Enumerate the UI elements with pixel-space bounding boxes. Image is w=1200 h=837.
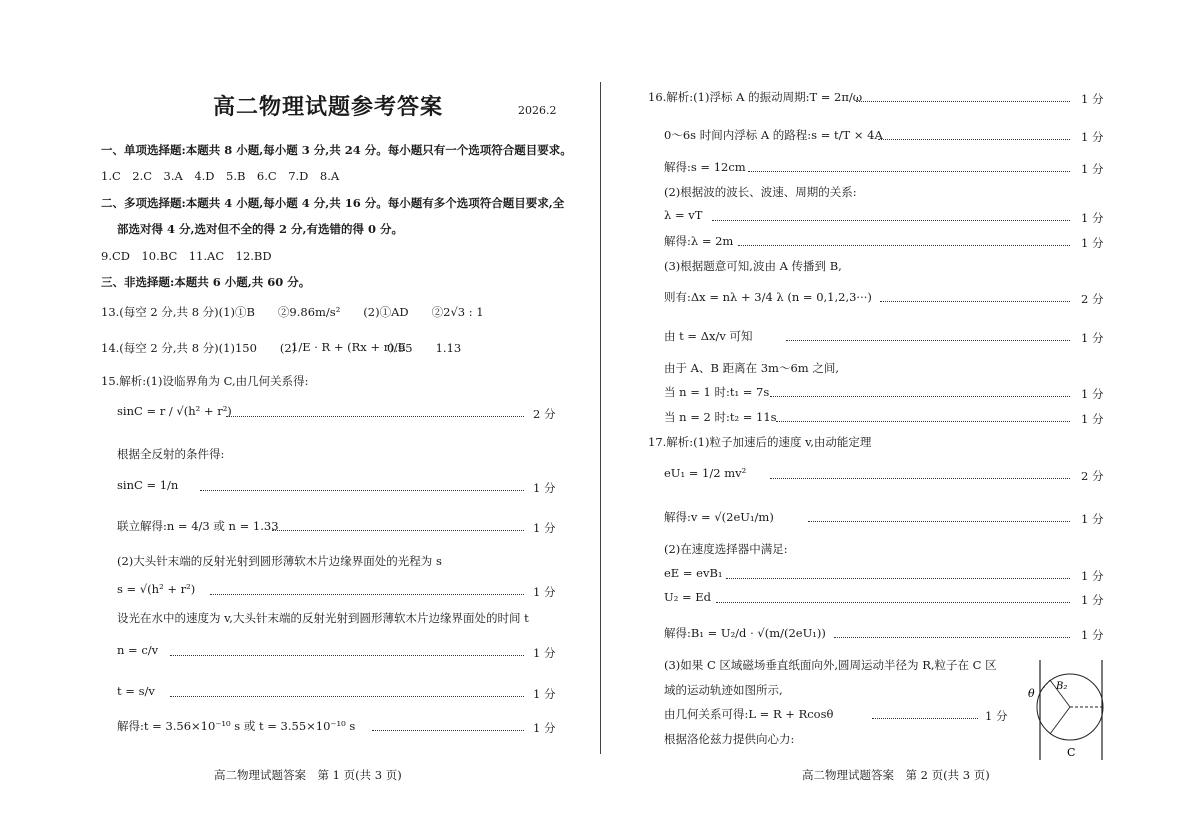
leader-dots: [170, 696, 524, 697]
leader-dots: [834, 637, 1070, 638]
q16-line4: (2)根据波的波长、波速、周期的关系:: [664, 185, 857, 199]
q17-line7-score: 1 分: [1081, 628, 1104, 642]
leader-dots: [272, 530, 524, 531]
q14-formula: 1/E · R + (Rx + r)/E: [291, 340, 406, 354]
leader-dots: [226, 416, 524, 417]
section1-header: 一、单项选择题:本题共 8 小题,每小题 3 分,共 24 分。每小题只有一个选项符合题目要求。: [101, 143, 572, 157]
section2-header-line1: 二、多项选择题:本题共 4 小题,每小题 4 分,共 16 分。每小题有多个选项符合题目要求,全: [101, 196, 565, 210]
q16-line12: 当 n = 2 时:t₂ = 11s: [664, 410, 777, 424]
q16-line2: 0～6s 时间内浮标 A 的路程:s = t/T × 4A: [664, 128, 883, 142]
leader-dots: [210, 594, 524, 595]
leader-dots: [372, 730, 524, 731]
q16-line3-score: 1 分: [1081, 162, 1104, 176]
q16-line2-score: 1 分: [1081, 130, 1104, 144]
q16-line9-score: 1 分: [1081, 331, 1104, 345]
radius-line: [1050, 707, 1070, 734]
q15-eq5: n = c/v: [117, 643, 159, 657]
q16-line12-score: 1 分: [1081, 412, 1104, 426]
theta-label: θ: [1028, 687, 1035, 700]
q16-line6: 解得:λ = 2m: [664, 234, 734, 248]
q17-line5: eE = evB₁: [664, 566, 723, 580]
q16-line11-score: 1 分: [1081, 387, 1104, 401]
leader-dots: [716, 602, 1070, 603]
leader-dots: [770, 478, 1070, 479]
q14-values: 0.95 1.13: [387, 341, 462, 355]
q15-eq5-score: 1 分: [533, 646, 556, 660]
leader-dots: [878, 139, 1070, 140]
q17-line10: 由几何关系可得:L = R + Rcosθ: [664, 707, 834, 721]
section2-answers: 9.CD 10.BC 11.AC 12.BD: [101, 249, 272, 263]
q15-eq3: 联立解得:n = 4/3 或 n = 1.33: [117, 519, 279, 533]
q15-eq1: sinC = r / √(h² + r²): [117, 404, 232, 418]
q15-eq4-score: 1 分: [533, 585, 556, 599]
q16-line1: 16.解析:(1)浮标 A 的振动周期:T = 2π/ω: [648, 90, 863, 104]
exam-date: 2026.2: [518, 104, 557, 117]
q15-eq2-score: 1 分: [533, 481, 556, 495]
q15-text2: 根据全反射的条件得:: [117, 447, 225, 461]
leader-dots: [880, 301, 1070, 302]
leader-dots: [808, 521, 1070, 522]
q15-eq6-score: 1 分: [533, 687, 556, 701]
q16-line8-score: 2 分: [1081, 292, 1104, 306]
q16-line6-score: 1 分: [1081, 236, 1104, 250]
q16-line9: 由 t = Δx/v 可知: [664, 329, 753, 343]
leader-dots: [786, 340, 1070, 341]
leader-dots: [726, 578, 1070, 579]
page-title: 高二物理试题参考答案: [213, 94, 444, 120]
q15-eq3-score: 1 分: [533, 521, 556, 535]
page-divider: [600, 82, 601, 754]
q15-eq1-score: 2 分: [533, 407, 556, 421]
leader-dots: [770, 396, 1070, 397]
page2-footer: 高二物理试题答案 第 2 页(共 3 页): [802, 768, 990, 782]
leader-dots: [170, 655, 524, 656]
section1-answers: 1.C 2.C 3.A 4.D 5.B 6.C 7.D 8.A: [101, 169, 340, 183]
region-c-label: C: [1067, 746, 1076, 759]
q17-line3-score: 1 分: [1081, 512, 1104, 526]
q17-line8: (3)如果 C 区域磁场垂直纸面向外,圆周运动半径为 R,粒子在 C 区: [664, 658, 997, 672]
q16-line11: 当 n = 1 时:t₁ = 7s: [664, 385, 770, 399]
leader-dots: [200, 490, 524, 491]
q14-prefix: 14.(每空 2 分,共 8 分)(1)150 (2): [101, 341, 297, 355]
leader-dots: [856, 101, 1070, 102]
q17-line3: 解得:v = √(2eU₁/m): [664, 510, 774, 524]
leader-dots: [738, 245, 1070, 246]
q15-text4: (2)大头针末端的反射光射到圆形薄软木片边缘界面处的光程为 s: [117, 554, 442, 568]
leader-dots: [712, 220, 1070, 221]
q16-line3: 解得:s = 12cm: [664, 160, 746, 174]
q17-line10-score: 1 分: [985, 709, 1008, 723]
trajectory-figure: [1010, 660, 1130, 762]
q15-eq7-score: 1 分: [533, 721, 556, 735]
section3-header: 三、非选择题:本题共 6 小题,共 60 分。: [101, 275, 311, 289]
q16-line5-score: 1 分: [1081, 211, 1104, 225]
q17-line6: U₂ = Ed: [664, 590, 712, 604]
q16-line10: 由于 A、B 距离在 3m～6m 之间,: [664, 361, 839, 375]
q15-text5: 设光在水中的速度为 v,大头针末端的反射光射到圆形薄软木片边缘界面处的时间 t: [117, 611, 529, 625]
q17-line11: 根据洛伦兹力提供向心力:: [664, 732, 795, 746]
q15-eq2: sinC = 1/n: [117, 478, 179, 492]
q17-line2: eU₁ = 1/2 mv²: [664, 466, 747, 480]
q15-eq6: t = s/v: [117, 684, 155, 698]
section2-header-line2: 部选对得 4 分,选对但不全的得 2 分,有选错的得 0 分。: [117, 222, 404, 236]
q15-eq7: 解得:t = 3.56×10⁻¹⁰ s 或 t = 3.55×10⁻¹⁰ s: [117, 719, 356, 733]
q17-line5-score: 1 分: [1081, 569, 1104, 583]
q16-line7: (3)根据题意可知,波由 A 传播到 B,: [664, 259, 842, 273]
q13-answer: 13.(每空 2 分,共 8 分)(1)①B ②9.86m/s² (2)①AD ②2√3 : 1: [101, 305, 484, 319]
q15-intro: 15.解析:(1)设临界角为 C,由几何关系得:: [101, 374, 309, 388]
q16-line5: λ = vT: [664, 208, 703, 222]
leader-dots: [872, 718, 978, 719]
leader-dots: [776, 421, 1070, 422]
q17-line7: 解得:B₁ = U₂/d · √(m/(2eU₁)): [664, 626, 826, 640]
q17-line6-score: 1 分: [1081, 593, 1104, 607]
q17-line1: 17.解析:(1)粒子加速后的速度 v,由动能定理: [648, 435, 872, 449]
b2-label: B₂: [1056, 681, 1068, 692]
q17-line9: 域的运动轨迹如图所示,: [664, 683, 783, 697]
page1-footer: 高二物理试题答案 第 1 页(共 3 页): [214, 768, 402, 782]
q15-eq4: s = √(h² + r²): [117, 582, 196, 596]
q16-line1-score: 1 分: [1081, 92, 1104, 106]
leader-dots: [748, 171, 1070, 172]
q17-line2-score: 2 分: [1081, 469, 1104, 483]
q16-line8: 则有:Δx = nλ + 3/4 λ (n = 0,1,2,3···): [664, 290, 872, 304]
q17-line4: (2)在速度选择器中满足:: [664, 542, 788, 556]
